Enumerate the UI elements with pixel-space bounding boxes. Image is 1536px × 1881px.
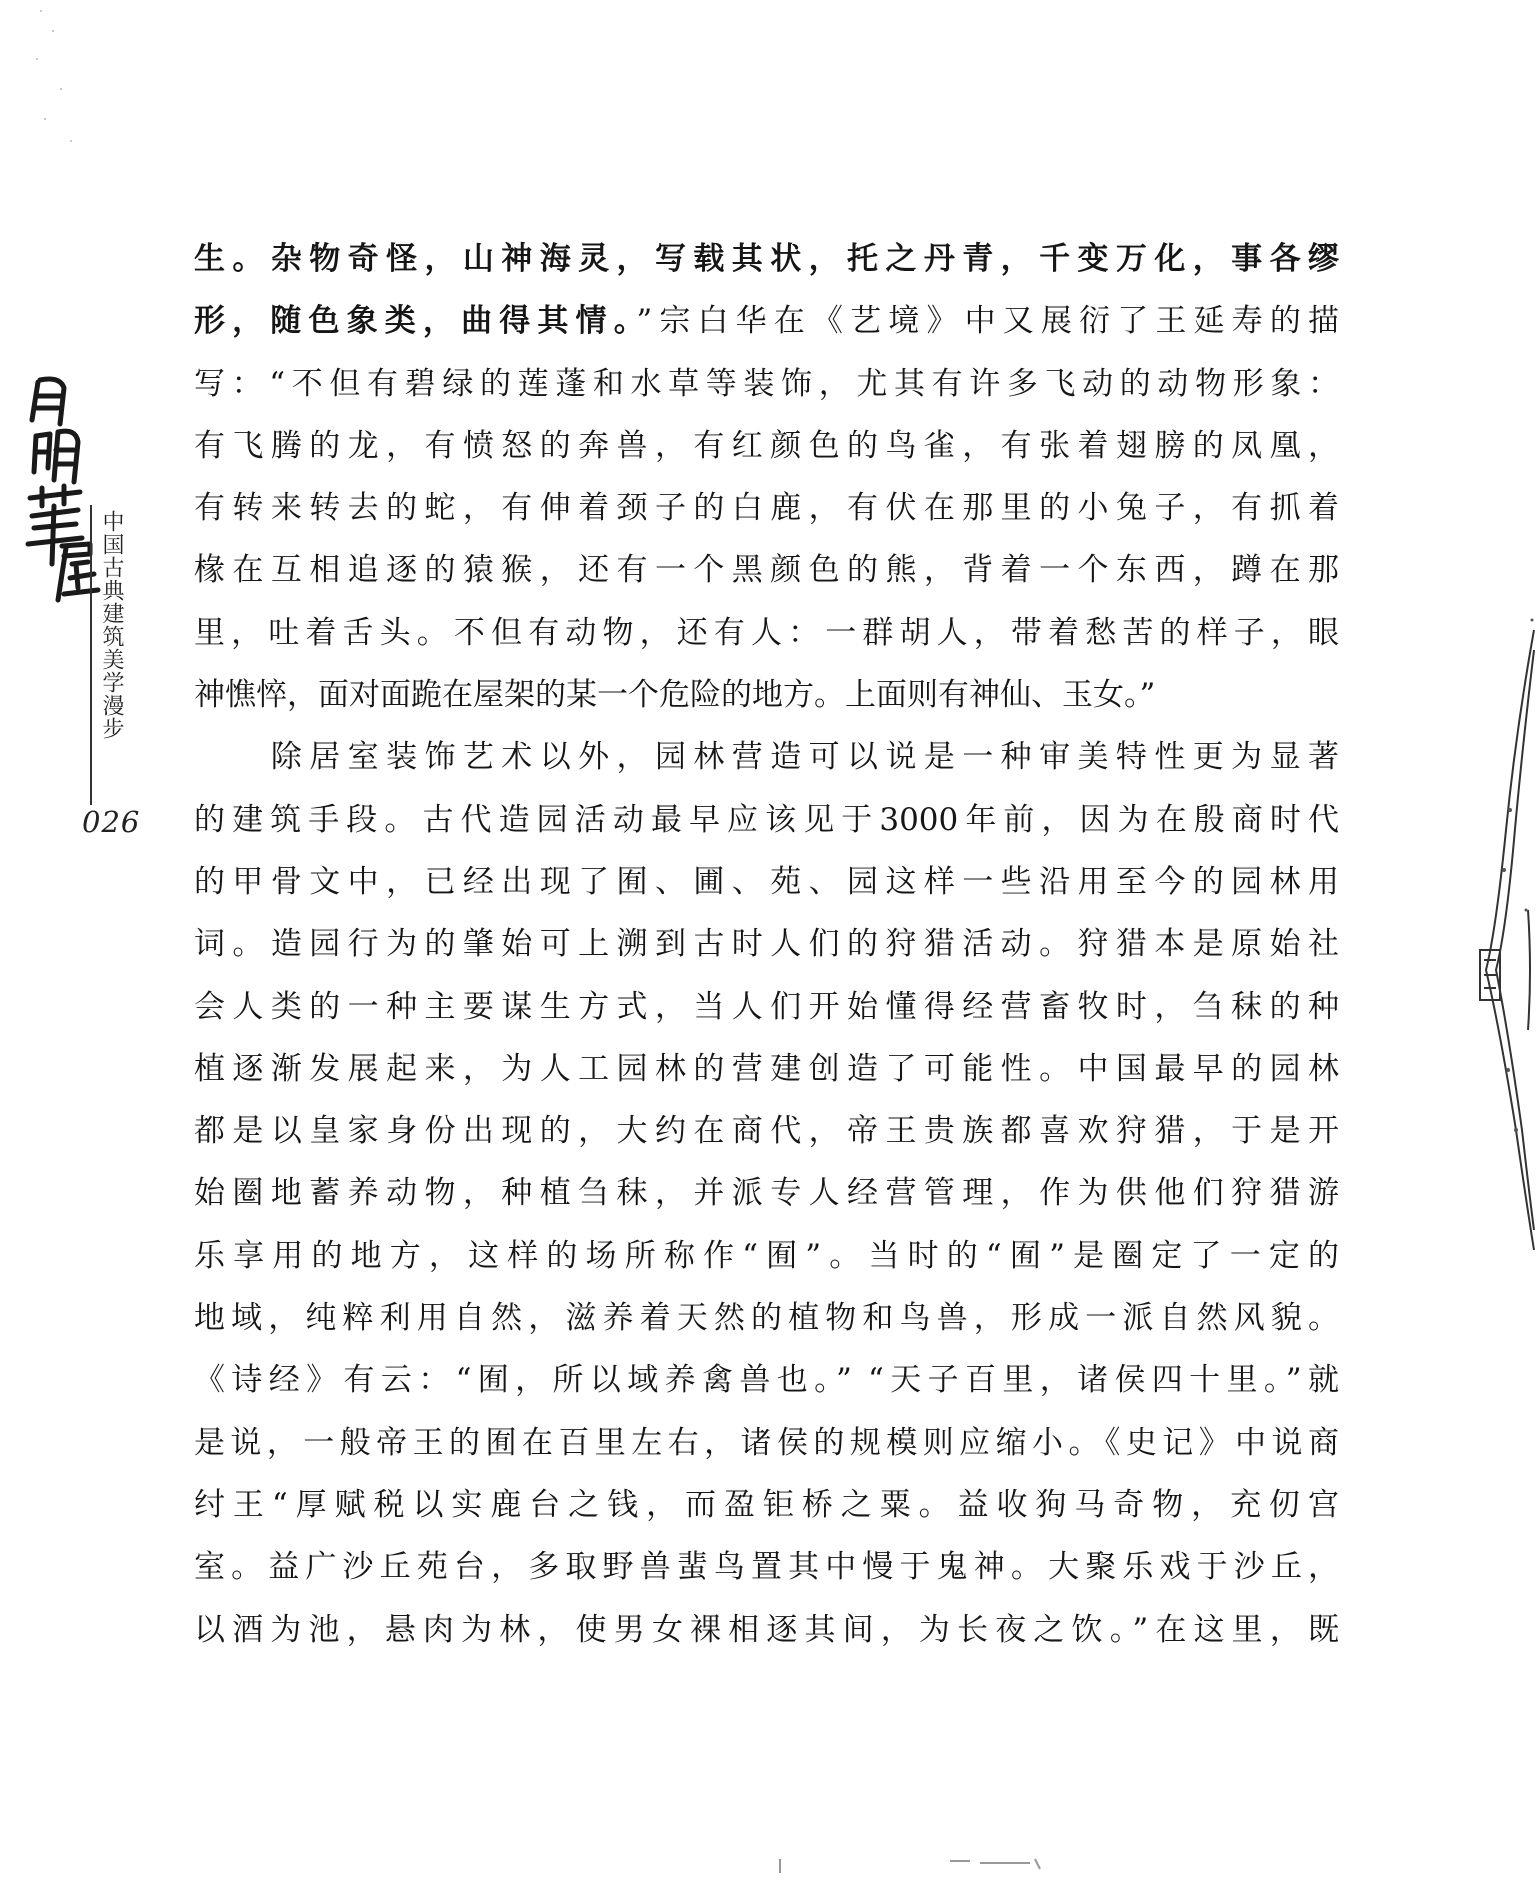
- text-line: [194, 1100, 1339, 1162]
- text-line: [194, 789, 1339, 851]
- text-segment: 植逐渐发展起来，为人工园林的营建创造了可能性。中国最早的园林: [194, 1050, 1339, 1087]
- text-line: [194, 228, 1339, 290]
- text-segment: 神憔悴，面对面跪在屋架的某一个危险的地方。上面则有神仙、玉女。”: [194, 677, 1156, 714]
- text-line: [194, 1225, 1339, 1287]
- text-segment: 是说，一般帝王的囿在百里左右，诸侯的规模则应缩小。《史记》中说商: [194, 1424, 1339, 1461]
- text-segment: 《诗经》有云：“囿，所以域养禽兽也。” “天子百里，诸侯四十里。”就: [194, 1362, 1339, 1399]
- text-line: [194, 602, 1339, 664]
- text-segment: 有转来转去的蛇，有伸着颈子的白鹿，有伏在那里的小兔子，有抓着: [194, 490, 1339, 527]
- text-line: [194, 664, 1339, 726]
- text-line: [194, 539, 1339, 601]
- text-segment: 地域，纯粹利用自然，滋养着天然的植物和鸟兽，形成一派自然风貌。: [194, 1300, 1339, 1337]
- text-line: [194, 976, 1339, 1038]
- text-line: [194, 477, 1339, 539]
- scan-speck: [44, 118, 46, 120]
- text-segment: ”宗白华在《艺境》中又展衍了王延寿的描: [636, 303, 1339, 340]
- text-segment: 里，吐着舌头。不但有动物，还有人：一群胡人，带着愁苦的样子，眼: [194, 614, 1339, 651]
- text-line: [194, 1349, 1339, 1411]
- text-segment: 写：“不但有碧绿的莲蓬和水草等装饰，尤其有许多飞动的动物形象：: [194, 365, 1339, 402]
- text-segment: 生。杂物奇怪，山神海灵，写载其状，托之丹青，千变万化，事各缪: [194, 241, 1339, 277]
- scan-speck: [60, 88, 62, 90]
- text-segment: 会人类的一种主要谋生方式，当人们开始懂得经营畜牧时，刍秣的种: [194, 988, 1339, 1025]
- scan-bottom-mark: [770, 1855, 1090, 1875]
- scan-speck: [36, 58, 38, 60]
- text-segment: 乐享用的地方，这样的场所称作“囿”。当时的“囿”是圈定了一定的: [194, 1237, 1339, 1274]
- text-segment: 以酒为池，悬肉为林，使男女裸相逐其间，为长夜之饮。”在这里，既: [194, 1611, 1339, 1648]
- text-line: [194, 290, 1339, 352]
- body-text: [194, 228, 1339, 1661]
- scan-speck: [40, 10, 42, 12]
- text-segment: 的建筑手段。古代造园活动最早应该见于3000年前，因为在殷商时代: [194, 801, 1339, 838]
- text-segment: 词。造园行为的肇始可上溯到古时人们的狩猎活动。狩猎本是原始社: [194, 926, 1339, 963]
- text-line: [194, 851, 1339, 913]
- text-line: [194, 1287, 1339, 1349]
- text-line: [194, 415, 1339, 477]
- text-segment: 始圈地蓄养动物，种植刍秣，并派专人经营管理，作为供他们狩猎游: [194, 1175, 1339, 1212]
- text-segment: 的甲骨文中，已经出现了囿、圃、苑、园这样一些沿用至今的园林用: [194, 863, 1339, 900]
- page-number: 026: [82, 805, 141, 839]
- text-line: [194, 726, 1339, 788]
- text-line: [194, 353, 1339, 415]
- book-title: 中国古典建筑美学漫步: [99, 510, 124, 740]
- margin-rule: [90, 505, 92, 805]
- text-line: [194, 1536, 1339, 1598]
- text-segment: 有飞腾的龙，有愤怒的奔兽，有红颜色的鸟雀，有张着翅膀的凤凰，: [194, 427, 1339, 464]
- text-segment: 都是以皇家身份出现的，大约在商代，帝王贵族都喜欢狩猎，于是开: [194, 1113, 1339, 1150]
- text-segment: 形，随色象类，曲得其情。: [194, 303, 637, 340]
- text-line: [194, 913, 1339, 975]
- text-segment: 除居室装饰艺术以外，园林营造可以说是一种审美特性更为显著: [194, 739, 1339, 776]
- text-line: [194, 1162, 1339, 1224]
- scan-speck: [52, 30, 54, 32]
- scan-speck: [70, 140, 72, 142]
- text-segment: 室。益广沙丘苑台，多取野兽蜚鸟置其中慢于鬼神。大聚乐戏于沙丘，: [194, 1549, 1339, 1586]
- text-segment: 椽在互相追逐的猿猴，还有一个黑颜色的熊，背着一个东西，蹲在那: [194, 552, 1339, 589]
- bracket-drawing-icon: [1466, 610, 1536, 1270]
- text-line: [194, 1474, 1339, 1536]
- text-segment: 纣王“厚赋税以实鹿台之钱，而盈钜桥之粟。益收狗马奇物，充仞宫: [194, 1486, 1339, 1523]
- text-line: [194, 1038, 1339, 1100]
- text-line: [194, 1412, 1339, 1474]
- text-line: [194, 1599, 1339, 1661]
